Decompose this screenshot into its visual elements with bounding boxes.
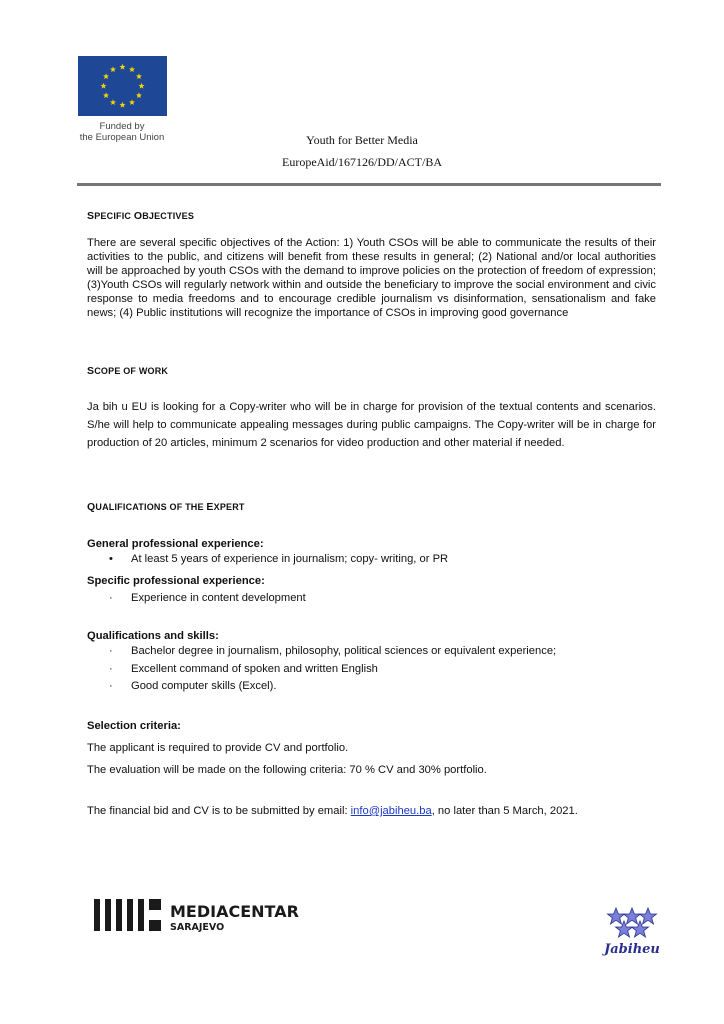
list-item-text: At least 5 years of experience in journalism; copy- writing, or PR (131, 553, 449, 565)
header-divider (77, 183, 661, 186)
bullet-icon: · (109, 662, 113, 675)
jabiheu-logo (602, 906, 662, 968)
list-item (87, 552, 656, 566)
eu-flag-icon (78, 56, 167, 116)
specific-experience-list (87, 591, 656, 605)
list-item (87, 643, 656, 661)
funded-line-2: the European Union (79, 132, 165, 143)
eu-star-icon (136, 73, 142, 79)
heading-rest: BJECTIVES (142, 211, 195, 221)
heading-rest: XPERT (213, 502, 245, 512)
list-item (87, 661, 656, 679)
funded-line-1: Funded by (99, 121, 145, 132)
email-link[interactable]: info@jabiheu.ba (350, 805, 432, 817)
heading-rest: COPE OF WORK (94, 366, 169, 376)
list-item-text: Bachelor degree in journalism, philosophy, political sciences or equivalent experience; (131, 645, 557, 657)
skills-list (87, 643, 656, 696)
eu-star-icon (119, 64, 125, 70)
heading-cap: E (206, 501, 214, 513)
list-item (87, 678, 656, 696)
bullet-icon: • (109, 553, 113, 565)
eu-logo (78, 56, 168, 143)
heading-cap: Q (87, 501, 96, 513)
eu-star-icon (138, 83, 144, 89)
eu-star-icon (103, 92, 109, 98)
list-item (87, 591, 656, 605)
bullet-icon: · (109, 645, 113, 657)
heading-cap: S (87, 365, 95, 377)
selection-line-2: The evaluation will be made on the following criteria: 70 % CV and 30% portfolio. (87, 764, 487, 776)
mediacentar-logo (94, 897, 304, 933)
specific-objectives-body: There are several specific objectives of the Action: 1) Youth CSOs will be able to communicate the results of their activities to the public, and citizens will benefit from these results in general; (2) National and/or local authorities will be approached by youth CSOs with the demand to improve policies on the protection of freedom of expression; (3)Youth CSOs will regularly network within and outside the beneficiary to improve the social environment and civic response to media freedoms and to encourage credible journalism vs disinformation, sensationalism and fake news; (4) Public institutions will recognize the importance of CSOs in improving good governance (87, 237, 656, 320)
bullet-icon: · (109, 680, 113, 692)
list-item-text: Good computer skills (Excel). (131, 680, 277, 692)
general-experience-list (87, 552, 656, 566)
mediacentar-city: SARAJEVO (170, 922, 225, 933)
heading-cap: O (133, 210, 143, 222)
selection-line-1: The applicant is required to provide CV and portfolio. (87, 742, 349, 754)
project-title: Youth for Better Media (306, 133, 418, 147)
mediacentar-name: MEDIACENTAR (170, 902, 299, 921)
specific-experience-label: Specific professional experience: (87, 575, 265, 587)
eu-star-icon (110, 99, 116, 105)
heading-rest: UALIFICATIONS OF THE (95, 502, 207, 512)
selection-criteria-label: Selection criteria: (87, 720, 181, 732)
general-experience-label: General professional experience: (87, 538, 264, 550)
heading-rest: PECIFIC (94, 211, 134, 221)
submission-text (87, 804, 656, 818)
bullet-icon: · (109, 592, 113, 604)
mediacentar-logo-icon (94, 897, 304, 933)
list-item-text: Experience in content development (131, 592, 306, 604)
jabiheu-name: Jabiheu (604, 942, 660, 957)
stars-icon (602, 906, 662, 944)
submission-text-before: The financial bid and CV is to be submitted by email: (87, 805, 351, 817)
eu-star-icon (119, 102, 125, 108)
heading-cap: S (87, 210, 95, 222)
qualifications-heading (87, 500, 656, 514)
list-item-text: Excellent command of spoken and written English (131, 662, 378, 675)
project-reference: EuropeAid/167126/DD/ACT/BA (282, 155, 442, 169)
scope-of-work-heading (87, 364, 656, 378)
specific-objectives-heading (87, 209, 656, 223)
scope-of-work-body: Ja bih u EU is looking for a Copy-writer who will be in charge for provision of the textual contents and scenarios. S/he will help to communicate appealing messages during public campaigns. The Copy-writer will be in charge for production of 20 articles, minimum 2 scenarios for video production and other material if needed. (87, 401, 656, 449)
eu-star-icon (129, 99, 135, 105)
eu-star-icon (100, 83, 106, 89)
eu-star-icon (129, 66, 135, 72)
submission-text-after: , no later than 5 March, 2021. (431, 805, 578, 817)
skills-label: Qualifications and skills: (87, 630, 219, 642)
eu-star-icon (110, 66, 116, 72)
eu-star-icon (103, 73, 109, 79)
eu-star-icon (136, 92, 142, 98)
